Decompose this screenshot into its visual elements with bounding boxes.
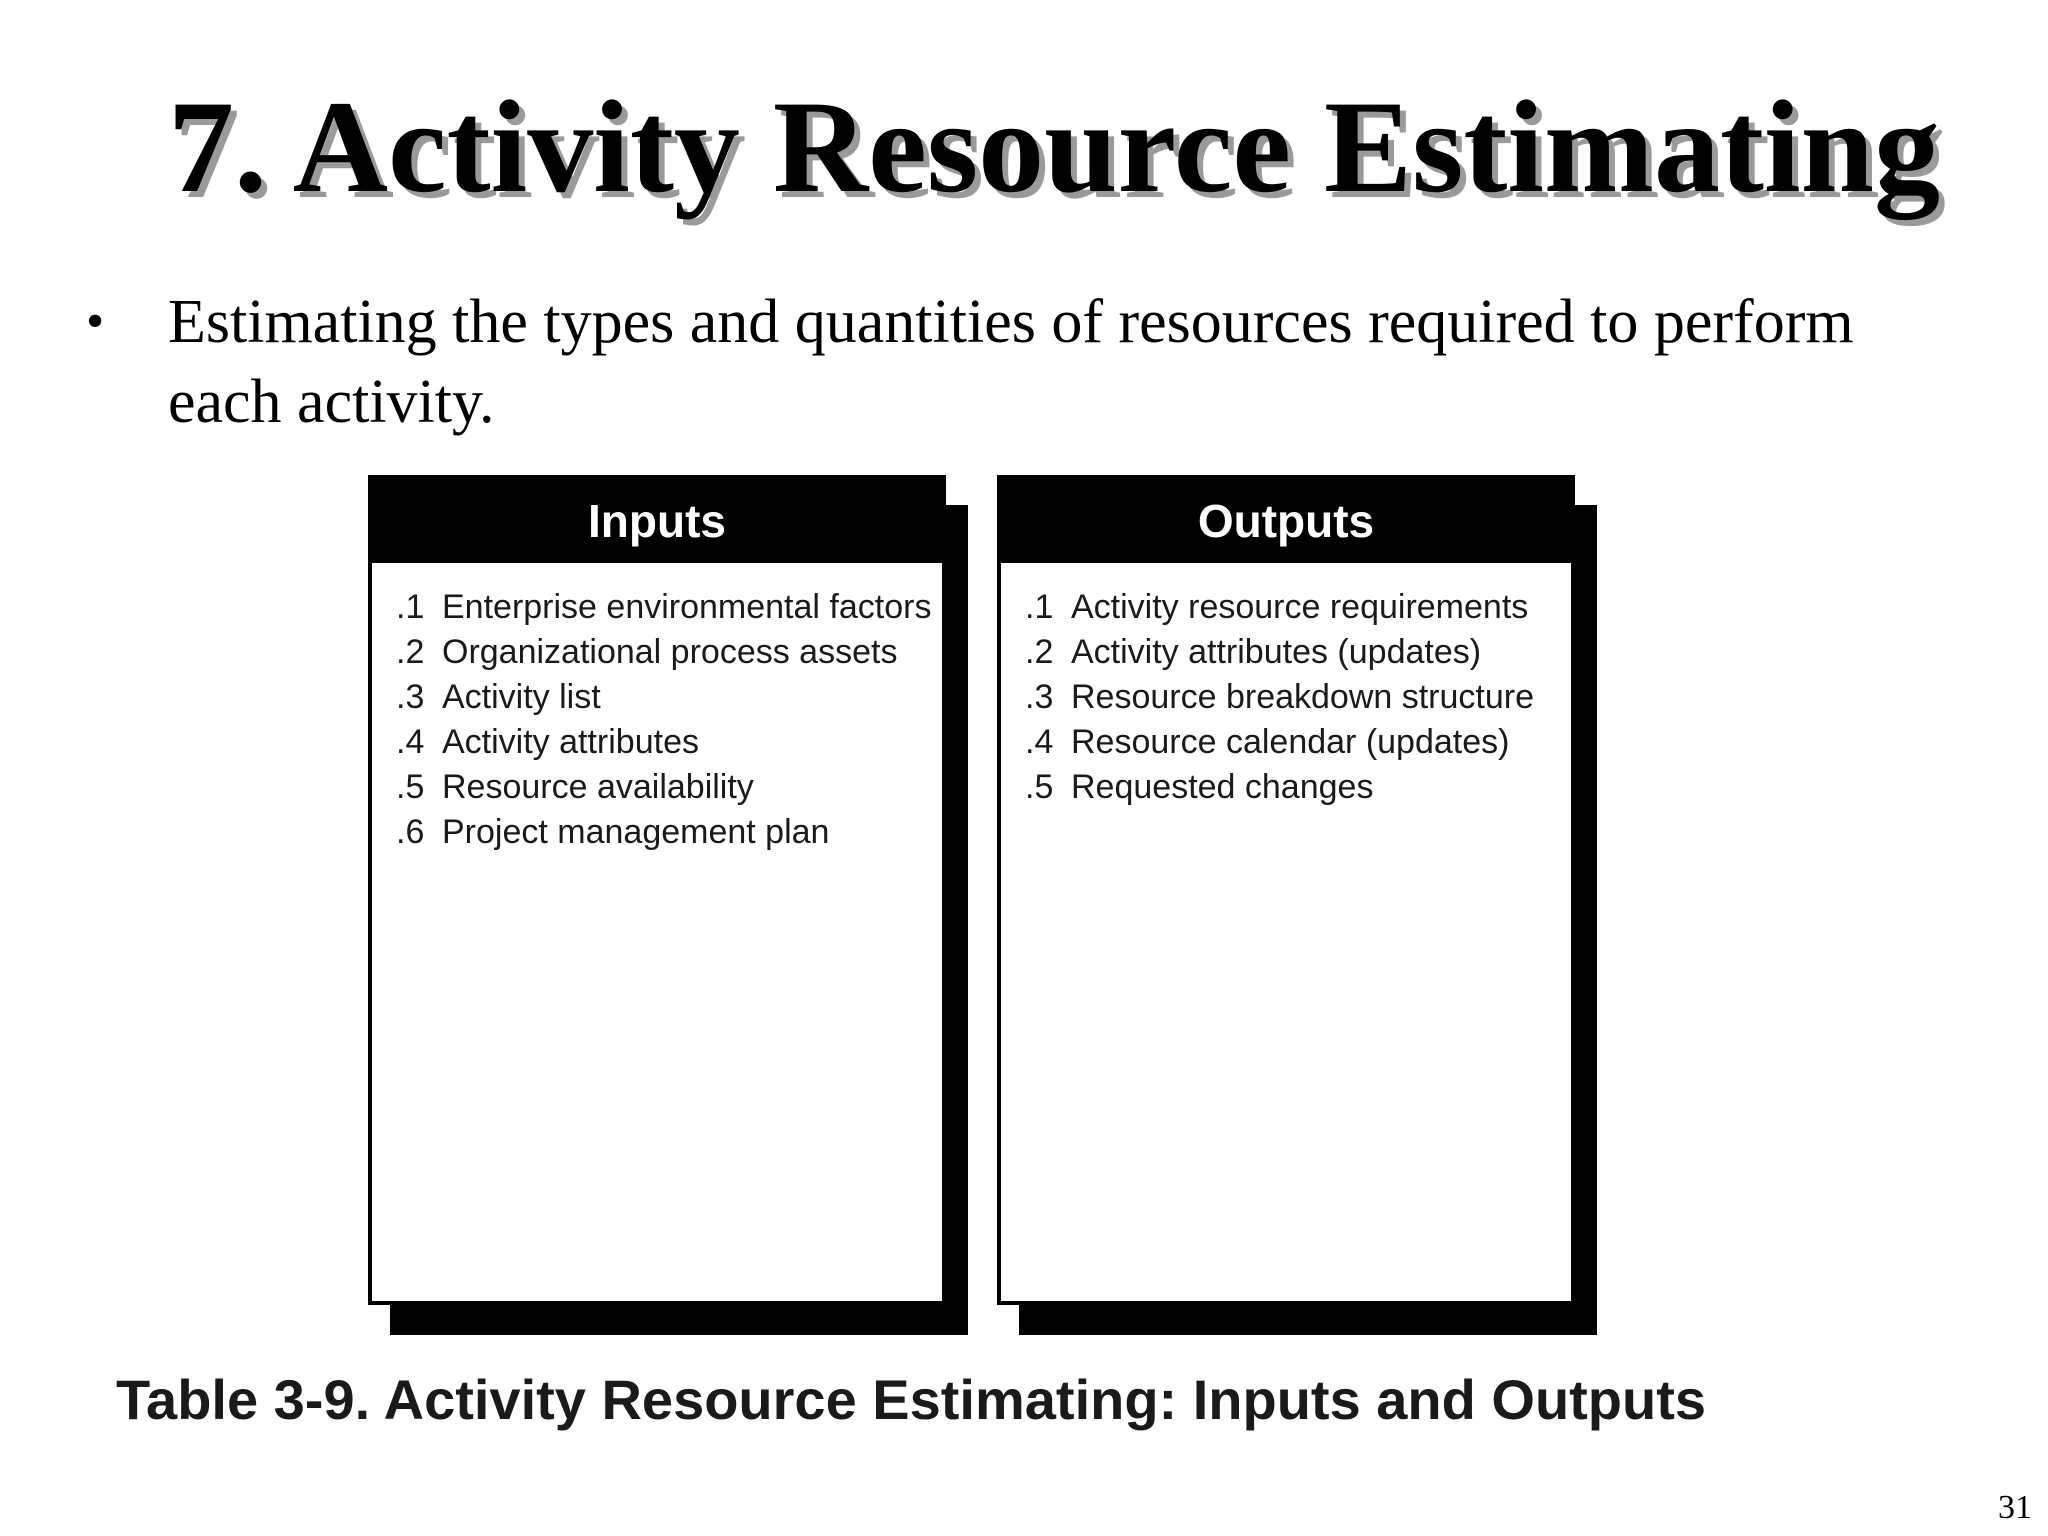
item-number: .5	[1025, 768, 1054, 806]
item-number: .5	[396, 768, 425, 806]
item-number: .2	[396, 633, 425, 671]
bullet-text: Estimating the types and quantities of resources required to perform each activity.	[168, 288, 1854, 436]
item-text: Activity list	[442, 678, 601, 716]
list-item	[1025, 720, 1561, 765]
item-text: Resource breakdown structure	[1071, 678, 1535, 716]
item-number: .6	[396, 813, 425, 851]
item-text: Activity attributes (updates)	[1071, 633, 1482, 671]
list-item	[1025, 630, 1561, 675]
list-item	[396, 630, 932, 675]
item-text: Resource availability	[442, 768, 754, 806]
item-text: Organizational process assets	[442, 633, 898, 671]
inputs-list	[372, 563, 942, 855]
slide-title: 7. Activity Resource Estimating	[168, 73, 1941, 220]
item-number: .1	[1025, 588, 1054, 626]
item-text: Resource calendar (updates)	[1071, 723, 1510, 761]
item-number: .1	[396, 588, 425, 626]
bullet-icon: •	[86, 293, 105, 350]
list-item	[396, 675, 932, 720]
item-text: Project management plan	[442, 813, 830, 851]
outputs-list	[1001, 563, 1571, 810]
list-item	[396, 810, 932, 855]
outputs-header: Outputs	[1001, 479, 1571, 563]
item-number: .3	[1025, 678, 1054, 716]
outputs-box-body	[997, 475, 1575, 1305]
inputs-box-body	[368, 475, 946, 1305]
item-text: Activity attributes	[442, 723, 699, 761]
list-item	[1025, 765, 1561, 810]
list-item	[396, 585, 932, 630]
inputs-header: Inputs	[372, 479, 942, 563]
table-caption: Table 3-9. Activity Resource Estimating: Inputs and Outputs	[116, 1368, 1707, 1431]
list-item	[396, 765, 932, 810]
outputs-box	[997, 475, 1577, 1315]
item-number: .2	[1025, 633, 1054, 671]
item-text: Requested changes	[1071, 768, 1374, 806]
list-item	[396, 720, 932, 765]
item-text: Activity resource requirements	[1071, 588, 1529, 626]
item-number: .4	[1025, 723, 1054, 761]
list-item	[1025, 585, 1561, 630]
item-text: Enterprise environmental factors	[442, 588, 932, 626]
list-item	[1025, 675, 1561, 720]
item-number: .4	[396, 723, 425, 761]
page-number: 31	[1998, 1489, 2032, 1526]
item-number: .3	[396, 678, 425, 716]
inputs-box	[368, 475, 948, 1315]
